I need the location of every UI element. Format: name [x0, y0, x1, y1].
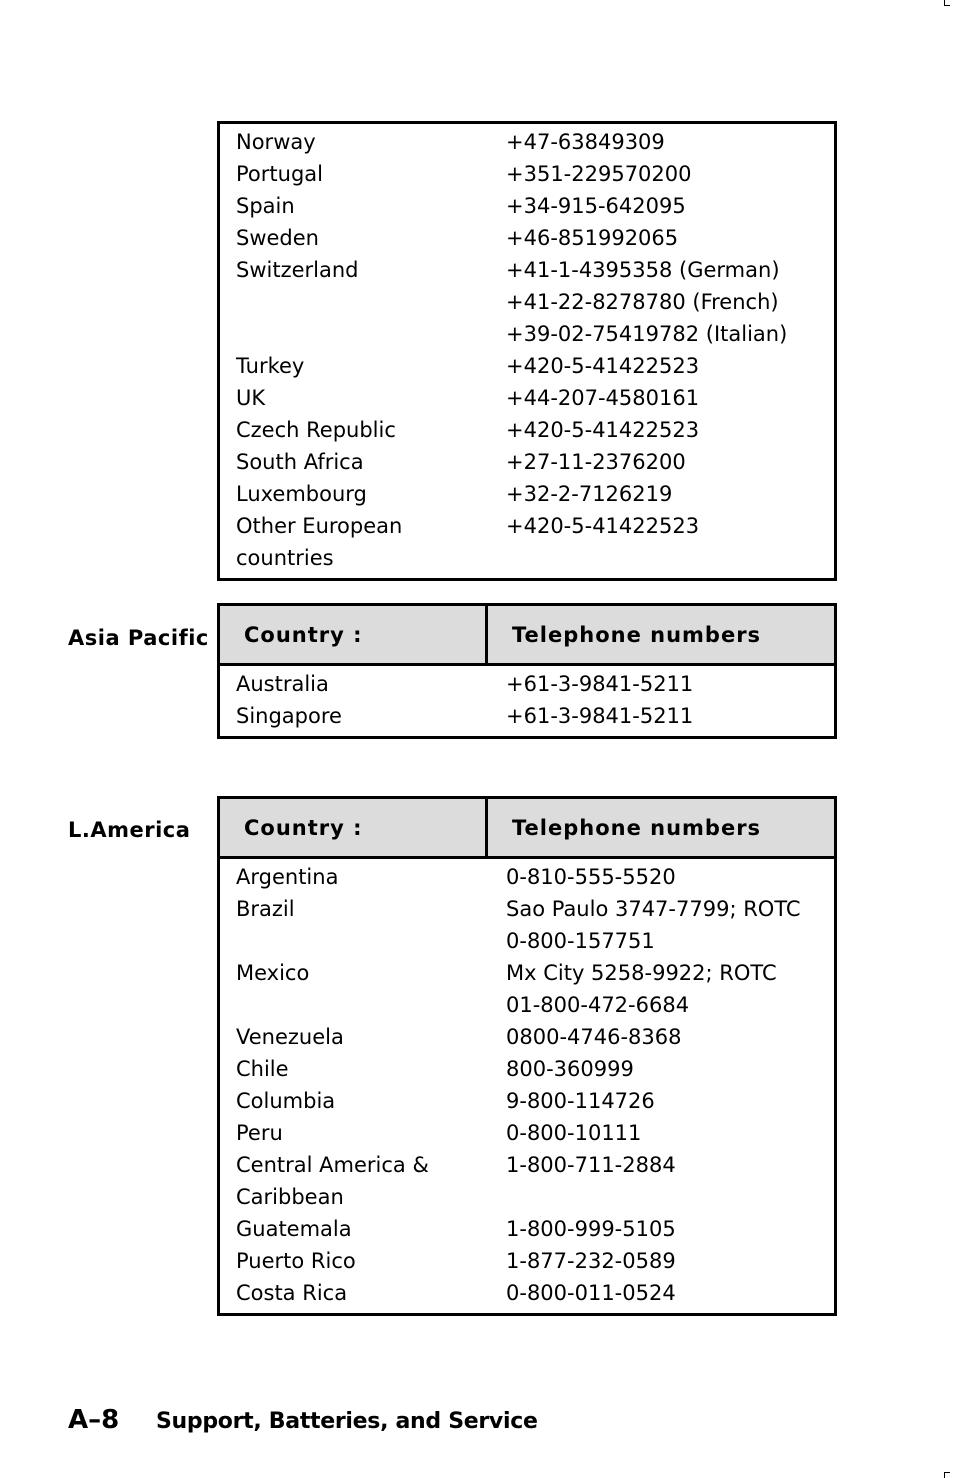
telephone-number: Mx City 5258-9922; ROTC: [506, 961, 777, 985]
table-row: [220, 1021, 834, 1053]
table-row: [220, 190, 834, 222]
telephone-number: +41-1-4395358 (German): [506, 258, 780, 282]
table-row: [220, 1149, 834, 1213]
country-name: Venezuela: [236, 1025, 344, 1049]
country-name: South Africa: [236, 450, 364, 474]
country-cell: [220, 510, 488, 574]
telephone-cell: [488, 861, 834, 893]
table-row: [220, 446, 834, 478]
table-row: [220, 414, 834, 446]
table-row: [220, 254, 834, 350]
telephone-cell: [488, 1085, 834, 1117]
telephone-cell: [488, 254, 834, 350]
telephone-number: 0800-4746-8368: [506, 1025, 682, 1049]
telephone-cell: [488, 1117, 834, 1149]
telephone-number: +420-5-41422523: [506, 514, 700, 538]
table-row: [220, 510, 834, 574]
telephone-number: +34-915-642095: [506, 194, 686, 218]
country-cell: [220, 382, 488, 414]
country-name: Peru: [236, 1121, 283, 1145]
telephone-cell: [488, 1213, 834, 1245]
country-cell: [220, 158, 488, 190]
country-name: Australia: [236, 672, 329, 696]
header-country: Country :: [220, 606, 488, 663]
telephone-cell: [488, 1245, 834, 1277]
telephone-number: +44-207-4580161: [506, 386, 700, 410]
country-name: Switzerland: [236, 258, 359, 282]
country-name: Central America &: [236, 1153, 429, 1177]
header-country: Country :: [220, 799, 488, 856]
telephone-number: +39-02-75419782 (Italian): [506, 322, 788, 346]
table-row: [220, 1245, 834, 1277]
country-cell: [220, 1213, 488, 1245]
telephone-number: 0-810-555-5520: [506, 865, 676, 889]
country-name: Costa Rica: [236, 1281, 348, 1305]
country-name: Spain: [236, 194, 295, 218]
telephone-cell: [488, 510, 834, 574]
country-cell: [220, 700, 488, 732]
table-row: [220, 350, 834, 382]
telephone-cell: [488, 1021, 834, 1053]
country-name: Singapore: [236, 704, 342, 728]
country-name: Luxembourg: [236, 482, 367, 506]
telephone-number: +32-2-7126219: [506, 482, 673, 506]
asia-pacific-phone-table: [217, 603, 837, 739]
telephone-cell: [488, 1149, 834, 1213]
region-label-asia-pacific: Asia Pacific: [68, 626, 209, 650]
table-row: [220, 126, 834, 158]
country-cell: [220, 668, 488, 700]
country-name: UK: [236, 386, 266, 410]
telephone-cell: [488, 893, 834, 957]
telephone-cell: [488, 1277, 834, 1309]
telephone-number: +61-3-9841-5211: [506, 672, 694, 696]
europe-phone-table: [217, 121, 837, 581]
latin-america-rows: [220, 859, 834, 1313]
table-row: [220, 957, 834, 1021]
country-cell: [220, 254, 488, 350]
table-row: [220, 1117, 834, 1149]
table-row: [220, 1053, 834, 1085]
country-cell: [220, 222, 488, 254]
country-cell: [220, 414, 488, 446]
telephone-cell: [488, 382, 834, 414]
country-cell: [220, 861, 488, 893]
country-name: Guatemala: [236, 1217, 352, 1241]
table-row: [220, 1085, 834, 1117]
table-row: [220, 158, 834, 190]
telephone-number: +420-5-41422523: [506, 418, 700, 442]
country-cell: [220, 1085, 488, 1117]
telephone-number: 1-877-232-0589: [506, 1249, 676, 1273]
telephone-number: +61-3-9841-5211: [506, 704, 694, 728]
telephone-number: +41-22-8278780 (French): [506, 290, 779, 314]
telephone-number: +351-229570200: [506, 162, 692, 186]
telephone-number: +46-851992065: [506, 226, 679, 250]
telephone-cell: [488, 957, 834, 1021]
country-cell: [220, 190, 488, 222]
chapter-title: Support, Batteries, and Service: [156, 1409, 538, 1434]
country-cell: [220, 1149, 488, 1213]
telephone-number: +47-63849309: [506, 130, 665, 154]
telephone-cell: [488, 158, 834, 190]
header-telephone-numbers: Telephone numbers: [512, 815, 762, 840]
region-label-latin-america: L.America: [68, 818, 191, 842]
country-name: Chile: [236, 1057, 289, 1081]
telephone-cell: [488, 350, 834, 382]
country-cell: [220, 957, 488, 1021]
country-name: Czech Republic: [236, 418, 396, 442]
telephone-cell: [488, 446, 834, 478]
table-header: [220, 799, 834, 859]
table-row: [220, 222, 834, 254]
telephone-number: 0-800-011-0524: [506, 1281, 676, 1305]
page-footer: [68, 1405, 538, 1435]
country-cell: [220, 1117, 488, 1149]
table-row: [220, 1213, 834, 1245]
asia-pacific-rows: [220, 666, 834, 736]
telephone-number: 1-800-711-2884: [506, 1153, 676, 1177]
table-row: [220, 668, 834, 700]
country-name: Caribbean: [236, 1185, 344, 1209]
crop-mark-bottom: [944, 1472, 950, 1478]
telephone-number: 9-800-114726: [506, 1089, 655, 1113]
telephone-number: +420-5-41422523: [506, 354, 700, 378]
crop-mark-top: [944, 0, 950, 6]
country-cell: [220, 126, 488, 158]
page-number: A–8: [68, 1405, 120, 1435]
telephone-cell: [488, 1053, 834, 1085]
telephone-number: 1-800-999-5105: [506, 1217, 676, 1241]
telephone-number: 0-800-10111: [506, 1121, 642, 1145]
country-name: Other European countries: [236, 514, 403, 570]
country-name: Columbia: [236, 1089, 336, 1113]
telephone-number: 0-800-157751: [506, 929, 655, 953]
telephone-cell: [488, 190, 834, 222]
country-name: Turkey: [236, 354, 305, 378]
telephone-cell: [488, 478, 834, 510]
header-telephone-numbers: Telephone numbers: [512, 622, 762, 647]
telephone-cell: [488, 126, 834, 158]
latin-america-phone-table: [217, 796, 837, 1316]
country-cell: [220, 893, 488, 957]
table-row: [220, 700, 834, 732]
europe-rows: [220, 124, 834, 578]
telephone-number: 01-800-472-6684: [506, 993, 690, 1017]
country-cell: [220, 1021, 488, 1053]
table-row: [220, 893, 834, 957]
telephone-number: 800-360999: [506, 1057, 634, 1081]
country-cell: [220, 1053, 488, 1085]
table-row: [220, 1277, 834, 1309]
table-row: [220, 478, 834, 510]
telephone-cell: [488, 700, 834, 732]
telephone-number: Sao Paulo 3747-7799; ROTC: [506, 897, 801, 921]
country-name: Portugal: [236, 162, 323, 186]
country-name: Puerto Rico: [236, 1249, 356, 1273]
country-cell: [220, 478, 488, 510]
table-header: [220, 606, 834, 666]
country-name: Sweden: [236, 226, 319, 250]
country-name: Norway: [236, 130, 316, 154]
country-cell: [220, 1245, 488, 1277]
table-row: [220, 861, 834, 893]
country-cell: [220, 350, 488, 382]
country-cell: [220, 446, 488, 478]
telephone-cell: [488, 668, 834, 700]
table-row: [220, 382, 834, 414]
country-name: Mexico: [236, 961, 310, 985]
telephone-cell: [488, 222, 834, 254]
country-name: Argentina: [236, 865, 339, 889]
country-cell: [220, 1277, 488, 1309]
telephone-number: +27-11-2376200: [506, 450, 686, 474]
country-name: Brazil: [236, 897, 295, 921]
telephone-cell: [488, 414, 834, 446]
